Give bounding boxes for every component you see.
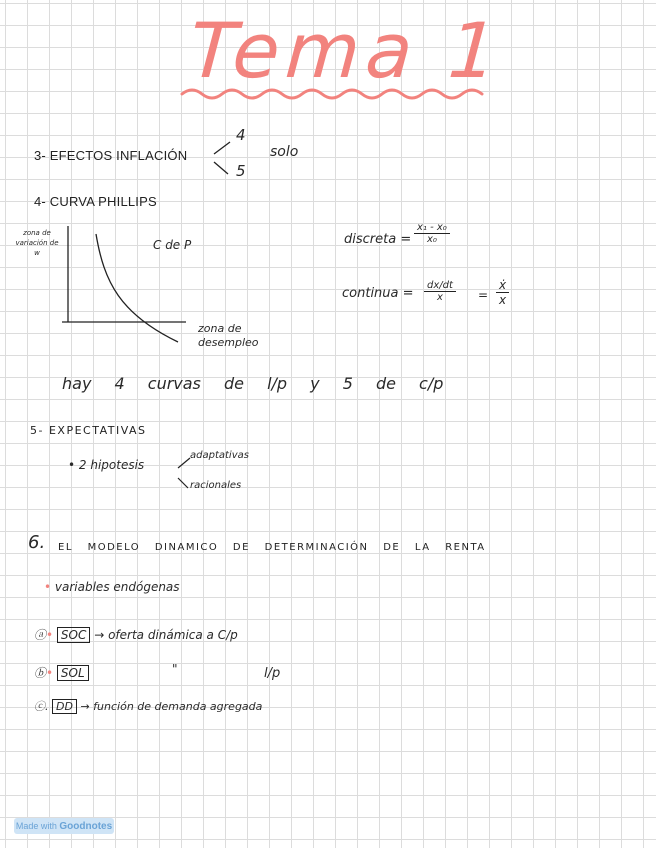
section-4-heading: 4- CURVA PHILLIPS [34,194,157,209]
phillips-curve-label: C de P [153,238,192,252]
made-with-goodnotes-badge[interactable] [14,818,114,834]
section-3-branch-top: 4 [236,126,246,144]
badge-brand: Goodnotes [59,821,113,832]
pink-bullet-dot: • [44,580,52,594]
continua-denominator: x [436,292,443,303]
section-6-item-b [34,664,89,681]
section-6-bullet-text: variables endógenas [54,580,180,594]
section-5-bullet-text: 2 hipotesis [78,458,145,472]
section-6-item-a [34,626,238,643]
item-b-ditto: " [172,662,178,676]
section-5-bullet [68,458,144,472]
continua-rhs [496,278,509,307]
phillips-y-axis-label: zona de variación de w [15,229,59,257]
item-c-desc: función de demanda agregada [93,700,263,713]
discreta-label: discreta = [344,232,412,247]
discreta-numerator: x₁ - x₀ [414,222,450,234]
continua-rhs-numerator: ẋ [496,278,509,293]
item-a-marker: ⓐ• [34,628,54,642]
phillips-x-axis-label: zona de desempleo [198,322,259,349]
continua-numerator: dx/dt [424,280,456,292]
section-6-number: 6. [28,532,46,553]
item-c-marker: ⓒ. [34,700,49,713]
section-5-branch-top: adaptativas [190,450,249,461]
section-6-bullet [44,580,180,594]
discreta-fraction [414,222,450,245]
continua-fraction [424,280,456,303]
section-5-branch-bottom: racionales [190,480,242,491]
section-6-heading: EL MODELO DINAMICO DE DETERMINACIÓN DE LA RENTA [58,542,486,553]
item-a-code: SOC [57,627,90,643]
bullet-dot: • [68,458,76,472]
discreta-denominator: x₀ [426,234,437,245]
section-3-heading: 3- EFECTOS INFLACIÓN [34,148,188,163]
item-c-code: DD [52,699,77,714]
item-b-code: SOL [57,665,89,681]
item-a-desc: oferta dinámica a C/p [108,628,238,642]
section-5-heading: 5- EXPECTATIVAS [30,424,147,437]
continua-rhs-denominator: x [499,293,507,307]
section-3-branch [208,136,238,178]
item-b-desc: l/p [264,666,281,681]
badge-prefix: Made with [15,821,57,831]
item-b-marker: ⓑ• [34,666,54,680]
title-underline-wave [178,84,488,104]
section-6-item-c [34,698,262,714]
continua-equals: = [478,288,489,302]
section-3-note: solo [270,144,299,160]
continua-label: continua = [342,286,414,301]
page-title: Tema 1 [186,6,507,95]
item-a-arrow: → [94,628,105,642]
phillips-note: hay 4 curvas de l/p y 5 de c/p [62,374,444,393]
item-c-arrow: → [80,700,90,713]
section-3-branch-bottom: 5 [236,162,246,180]
